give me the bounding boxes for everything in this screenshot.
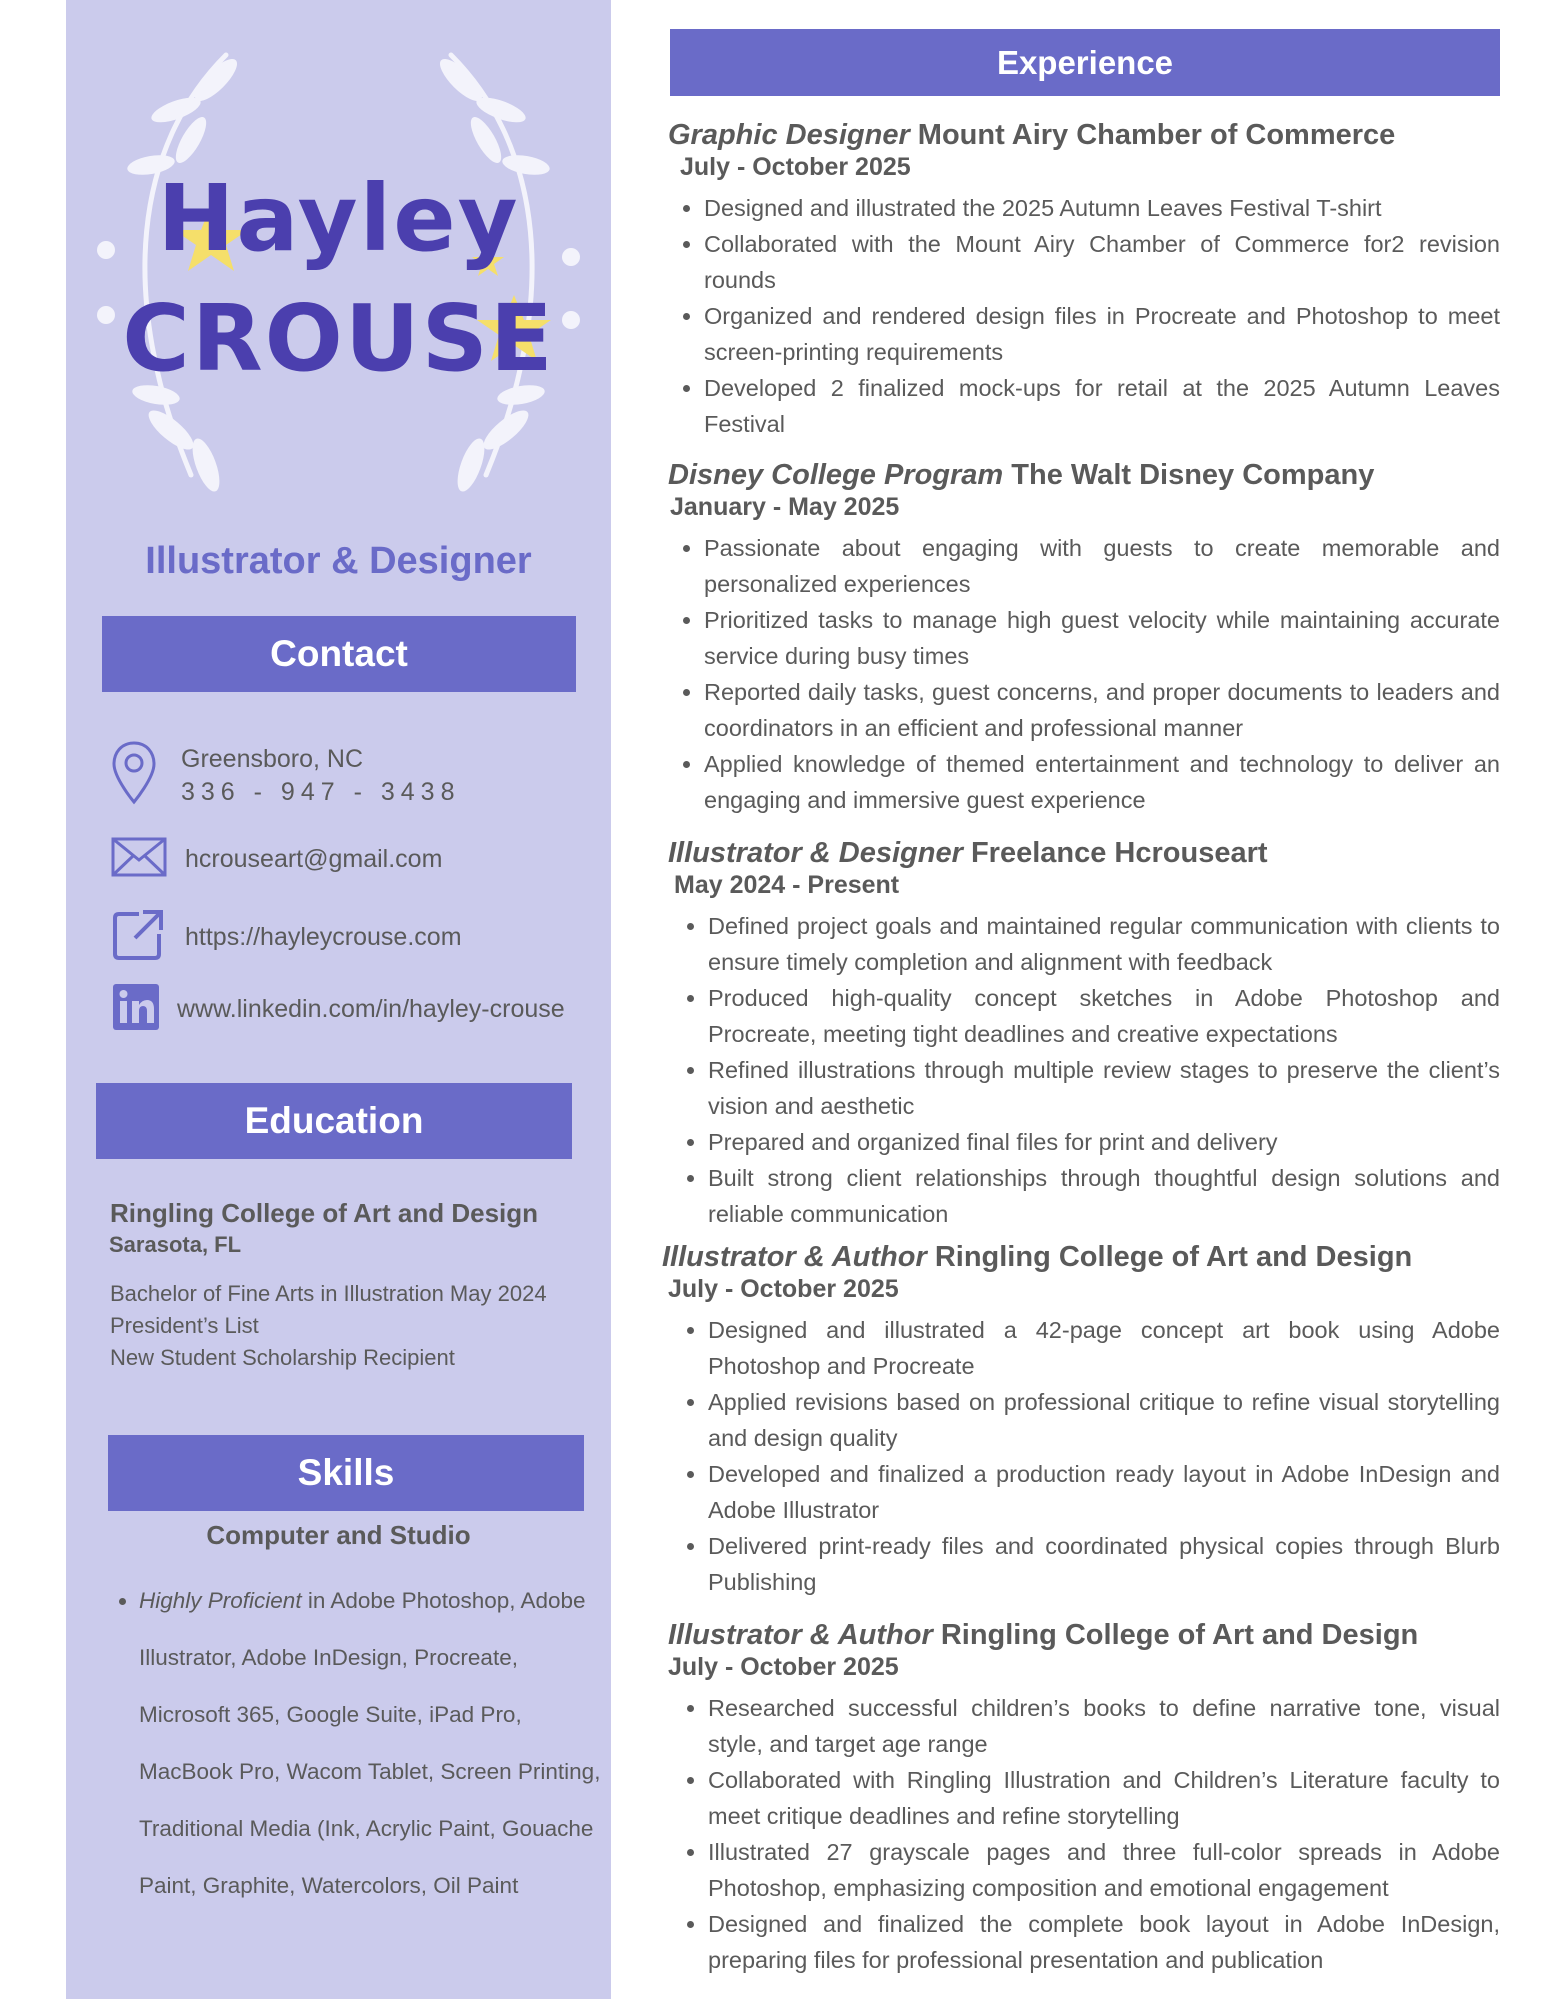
last-name: CROUSE: [122, 285, 555, 392]
education-details: [110, 1278, 600, 1374]
job-entry: [668, 118, 1500, 442]
list-item: • Developed and finalized a production ready layout in Adobe InDesign and Adobe Illustrator: [708, 1456, 1500, 1528]
job-date: July - October 2025: [668, 1653, 899, 1681]
linkedin-icon: [111, 982, 163, 1037]
external-link-icon: [111, 908, 165, 967]
list-item: • Built strong client relationships through thoughtful design solutions and reliable communication: [708, 1160, 1500, 1232]
list-item: • Organized and rendered design files in Procreate and Photoshop to meet screen-printing requirements: [704, 298, 1500, 370]
skills-heading: Skills: [108, 1435, 584, 1511]
job-org: The Walt Disney Company: [1003, 459, 1375, 491]
list-item: • Illustrated 27 grayscale pages and three full-color spreads in Adobe Photoshop, emphasizing composition and emotional engagement: [708, 1834, 1500, 1906]
job-entry: [668, 836, 1500, 1232]
list-item: • Collaborated with Ringling Illustration and Children’s Literature faculty to meet critique deadlines and refine storytelling: [708, 1762, 1500, 1834]
list-item: • Reported daily tasks, guest concerns, and proper documents to leaders and coordinators in an efficient and professional manner: [704, 674, 1500, 746]
job-bullets: [668, 190, 1500, 442]
list-item: • Prioritized tasks to manage high guest velocity while maintaining accurate service during busy times: [704, 602, 1500, 674]
role-title: Illustrator & Designer: [145, 540, 532, 582]
skills-list: [111, 1572, 609, 1914]
job-date: July - October 2025: [668, 1275, 899, 1303]
website-row: [111, 908, 462, 967]
degree-line: Bachelor of Fine Arts in Illustration May 2024: [110, 1281, 547, 1306]
list-item: • Delivered print-ready files and coordinated physical copies through Blurb Publishing: [708, 1528, 1500, 1600]
job-role: Graphic Designer: [668, 119, 910, 151]
email-row: [111, 836, 442, 883]
first-name: Hayley: [157, 165, 520, 272]
job-bullets: [662, 1312, 1500, 1600]
list-item: • Refined illustrations through multiple review stages to preserve the client’s vision and aesthetic: [708, 1052, 1500, 1124]
list-item: • Applied revisions based on professional critique to refine visual storytelling and design quality: [708, 1384, 1500, 1456]
skills-subheading: Computer and Studio: [206, 1520, 471, 1550]
list-item: • Designed and illustrated the 2025 Autumn Leaves Festival T-shirt: [704, 190, 1500, 226]
list-item: [139, 1572, 609, 1914]
school-location: Sarasota, FL: [109, 1232, 242, 1257]
job-date: July - October 2025: [680, 153, 911, 181]
job-role: Disney College Program: [668, 459, 1004, 491]
job-role: Illustrator & Designer: [668, 837, 963, 869]
envelope-icon: [111, 836, 167, 883]
job-entry: [662, 1240, 1500, 1600]
email-link[interactable]: hcrouseart@gmail.com: [185, 845, 443, 873]
list-item: • Passionate about engaging with guests to create memorable and personalized experiences: [704, 530, 1500, 602]
honor-line: President’s List: [110, 1313, 259, 1338]
experience-heading: Experience: [670, 29, 1500, 96]
list-item: • Developed 2 finalized mock-ups for retail at the 2025 Autumn Leaves Festival: [704, 370, 1500, 442]
job-date: May 2024 - Present: [674, 871, 900, 899]
sidebar: [66, 0, 611, 1999]
website-link[interactable]: https://hayleycrouse.com: [185, 923, 462, 951]
job-org: Ringling College of Art and Design: [926, 1241, 1413, 1273]
job-entry: [668, 1618, 1500, 1978]
job-role: Illustrator & Author: [668, 1619, 933, 1651]
job-org: Mount Airy Chamber of Commerce: [909, 119, 1396, 151]
laurel-wreath-icon: [96, 35, 581, 525]
scholarship-line: New Student Scholarship Recipient: [110, 1345, 455, 1370]
list-item: • Prepared and organized final files for print and delivery: [708, 1124, 1500, 1160]
job-org: Freelance Hcrouseart: [962, 837, 1268, 869]
job-bullets: [668, 908, 1500, 1232]
education-heading: Education: [96, 1083, 572, 1159]
phone-text: 336 - 947 - 3438: [181, 777, 461, 806]
school-name: Ringling College of Art and Design: [110, 1198, 539, 1228]
job-date: January - May 2025: [670, 493, 900, 521]
list-item: • Designed and finalized the complete book layout in Adobe InDesign, preparing files for professional presentation and publication: [708, 1906, 1500, 1978]
location-text: Greensboro, NC: [181, 744, 364, 773]
contact-heading: Contact: [102, 616, 576, 692]
skill-emphasis: Highly Proficient: [139, 1588, 302, 1613]
job-entry: [668, 458, 1500, 818]
job-org: Ringling College of Art and Design: [932, 1619, 1419, 1651]
job-bullets: [668, 530, 1500, 818]
list-item: • Designed and illustrated a 42-page concept art book using Adobe Photoshop and Procreate: [708, 1312, 1500, 1384]
list-item: • Collaborated with the Mount Airy Chamber of Commerce for2 revision rounds: [704, 226, 1500, 298]
list-item: • Researched successful children’s books to define narrative tone, visual style, and target age range: [708, 1690, 1500, 1762]
list-item: • Defined project goals and maintained regular communication with clients to ensure timely completion and alignment with feedback: [708, 908, 1500, 980]
linkedin-row: [111, 982, 565, 1037]
job-bullets: [668, 1690, 1500, 1978]
location-row: [111, 740, 460, 811]
skill-text: in Adobe Photoshop, Adobe Illustrator, Adobe InDesign, Procreate, Microsoft 365, Google Suite, iPad Pro, MacBook Pro, Wacom Tablet, Screen Printing, Traditional Media (Ink, Acrylic Paint, Gouache Paint, Graphite, Watercolors, Oil Paint: [139, 1588, 601, 1898]
location-pin-icon: [111, 740, 157, 811]
list-item: • Applied knowledge of themed entertainment and technology to deliver an engaging and immersive guest experience: [704, 746, 1500, 818]
linkedin-link[interactable]: www.linkedin.com/in/hayley-crouse: [177, 995, 565, 1023]
list-item: • Produced high-quality concept sketches in Adobe Photoshop and Procreate, meeting tight deadlines and creative expectations: [708, 980, 1500, 1052]
name-logo: [96, 35, 581, 525]
job-role: Illustrator & Author: [662, 1241, 927, 1273]
